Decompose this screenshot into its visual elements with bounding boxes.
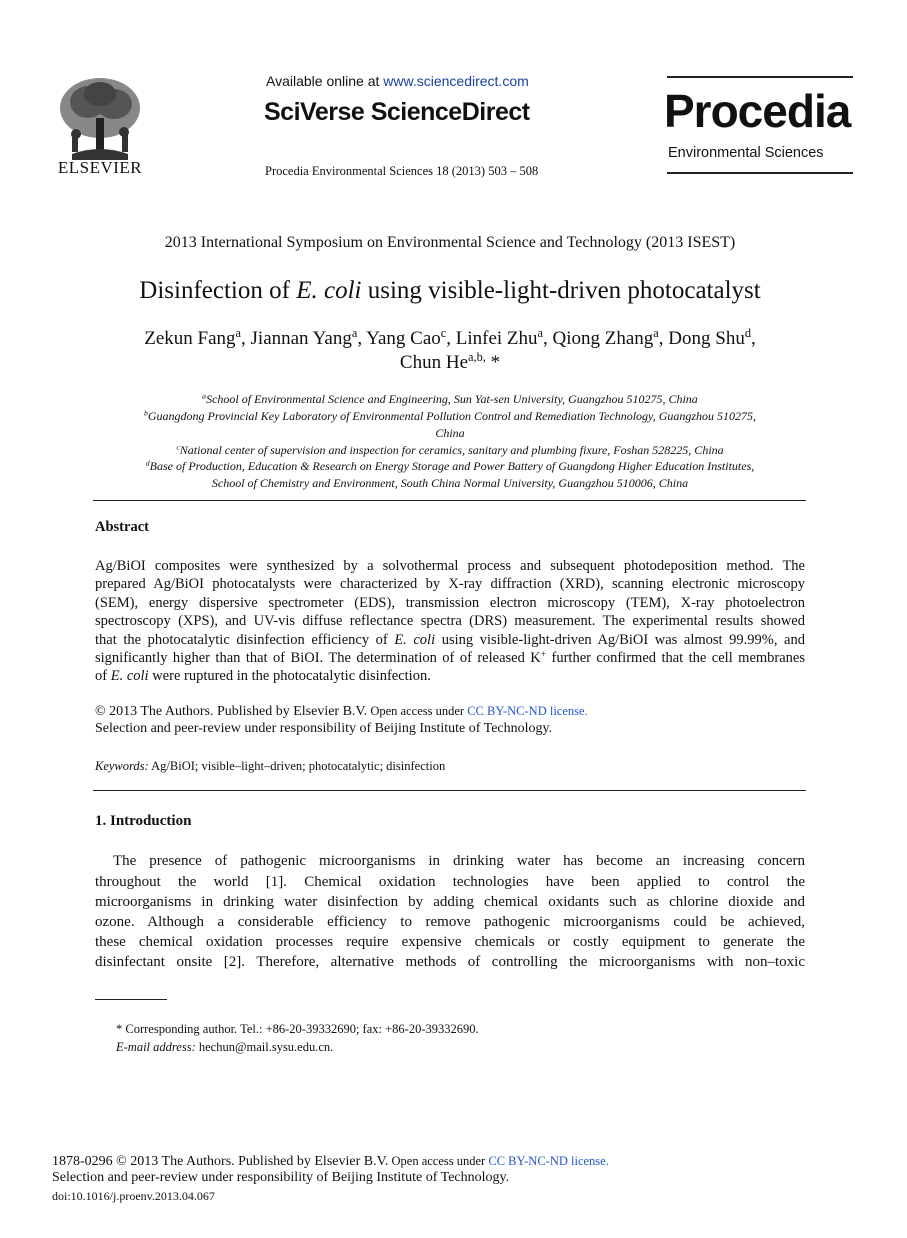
author-6: Dong Shu$^d$,: [668, 326, 756, 349]
procedia-rule-bottom: [667, 172, 853, 174]
abstract-line: Ag/BiOI composites were synthesized by a solvothermal process and subsequent photodeposition method. The: [95, 558, 805, 574]
procedia-logo-title: Procedia: [664, 85, 851, 137]
abstract-line: that the photocatalytic disinfection efficiency of E. coli using visible-light-driven Ag/BiOI was almost 99.99%, and: [95, 632, 805, 648]
author-5: Qiong Zhang$^a$,: [552, 326, 669, 349]
author-1: Zekun Fang$^a$,: [144, 326, 251, 349]
abstract-line: (SEM), energy dispersive spectrometer (EDS), transmission electron microscopy (TEM), X-ray photoelectron: [95, 595, 805, 611]
intro-line: ozone. Although a considerable efficiency to remove pathogenic microorganisms could be achieved,: [95, 914, 805, 930]
journal-reference: Procedia Environmental Sciences 18 (2013) 503 – 508: [265, 164, 539, 178]
email-address[interactable]: hechun@mail.sysu.edu.cn.: [195, 1040, 334, 1054]
authors-line-2: [40, 352, 860, 374]
elsevier-logo: [52, 74, 148, 178]
affiliation-d-cont: School of Chemistry and Environment, South China Normal University, Guangzhou 510006, China: [211, 476, 689, 490]
affiliation-c: $^c$National center of supervision and inspection for ceramics, sanitary and plumbing fixure, Foshan 528225, China: [176, 442, 724, 457]
intro-line: The presence of pathogenic microorganisms in drinking water has become an increasing concern: [113, 853, 805, 869]
abstract-heading: Abstract: [95, 519, 149, 535]
footer-peer-review: Selection and peer-review under responsibility of Beijing Institute of Technology.: [52, 1170, 510, 1185]
sciencedirect-link[interactable]: www.sciencedirect.com: [383, 73, 529, 89]
email-line: [116, 1040, 333, 1055]
title-pre: Disinfection of: [139, 277, 297, 304]
footer-license-link[interactable]: CC BY-NC-ND license.: [488, 1154, 609, 1168]
abstract-line: spectroscopy (XPS), and UV-vis diffuse reflectance spectra (DRS) measurement. The experimental results showed: [95, 613, 805, 629]
email-label: E-mail address:: [116, 1040, 196, 1054]
paper-title: [40, 277, 860, 305]
sciverse-brand: SciVerse ScienceDirect: [264, 98, 530, 126]
keywords: [95, 759, 445, 774]
title-post: using visible-light-driven photocatalyst: [361, 277, 761, 304]
conference-name: 2013 International Symposium on Environmental Science and Technology (2013 ISEST): [164, 234, 736, 251]
author-2: Jiannan Yang$^a$,: [250, 326, 367, 349]
affiliation-d: $^d$Base of Production, Education & Research on Energy Storage and Power Battery of Guangdong Higher Education Institutes,: [145, 458, 755, 473]
abstract-line: significantly higher than that of BiOI. The determination of of released K+ further confirmed that the cell membranes: [95, 649, 805, 666]
author-7: Chun $He^{a,b,}$ *: [399, 350, 501, 373]
available-online: [266, 73, 529, 89]
intro-heading: 1. Introduction: [95, 813, 192, 829]
available-prefix: Available online at: [266, 73, 384, 89]
abstract-copyright: © 2013 The Authors. Published by Elsevier B.V. Open access under CC BY-NC-ND license.: [95, 704, 588, 719]
affiliation-a: $^a$School of Environmental Science and Engineering, Sun Yat-sen University, Guangzhou 510275, China: [202, 391, 698, 406]
abstract-peer-review: Selection and peer-review under responsibility of Beijing Institute of Technology.: [95, 721, 553, 736]
abstract-line: prepared Ag/BiOI photocatalysts were characterized by X-ray diffraction (XRD), scanning electronic microscopy: [95, 576, 805, 592]
footer-issn: 1878-0296 © 2013 The Authors. Published by Elsevier B.V. Open access under CC BY-NC-ND license.: [52, 1154, 609, 1169]
procedia-rule-top: [667, 76, 853, 78]
procedia-logo-subtitle: Environmental Sciences: [668, 145, 824, 161]
author-3: Yang Cao$^c$,: [366, 326, 456, 349]
affiliation-b: $^b$Guangdong Provincial Key Laboratory of Environmental Pollution Control and Remediation Technology, Guangzhou 510275,: [143, 408, 757, 423]
intro-line: microorganisms in drinking water disinfection by adding chemical oxidants such as chlorine dioxide and: [95, 894, 805, 910]
elsevier-wordmark: ELSEVIER: [57, 158, 143, 177]
affiliation-b-cont: China: [435, 426, 465, 440]
elsevier-tree-icon: [52, 74, 148, 160]
title-divider: [93, 500, 806, 501]
authors-line-1: [40, 328, 860, 350]
intro-line: disinfectant onsite [2]. Therefore, alternative methods of controlling the microorganisms with non–toxic: [95, 954, 805, 970]
title-italic: E. coli: [296, 277, 362, 304]
author-4: Linfei Zhu$^a$,: [455, 326, 553, 349]
abstract-divider: [93, 790, 806, 791]
corresponding-author: * Corresponding author. Tel.: +86-20-39332690; fax: +86-20-39332690.: [116, 1022, 479, 1036]
footnote-rule: [95, 999, 167, 1000]
keywords-text: Ag/BiOI; visible–light–driven; photocatalytic; disinfection: [148, 759, 446, 773]
intro-line: these chemical oxidation processes require expensive chemicals or costly equipment to generate the: [95, 934, 805, 950]
intro-line: throughout the world [1]. Chemical oxidation technologies have been applied to control the: [95, 874, 805, 890]
footer-doi[interactable]: doi:10.1016/j.proenv.2013.04.067: [52, 1189, 215, 1203]
abstract-line: of E. coli were ruptured in the photocatalytic disinfection.: [95, 668, 431, 684]
license-link[interactable]: CC BY-NC-ND license.: [467, 704, 588, 718]
keywords-label: Keywords:: [95, 759, 149, 773]
